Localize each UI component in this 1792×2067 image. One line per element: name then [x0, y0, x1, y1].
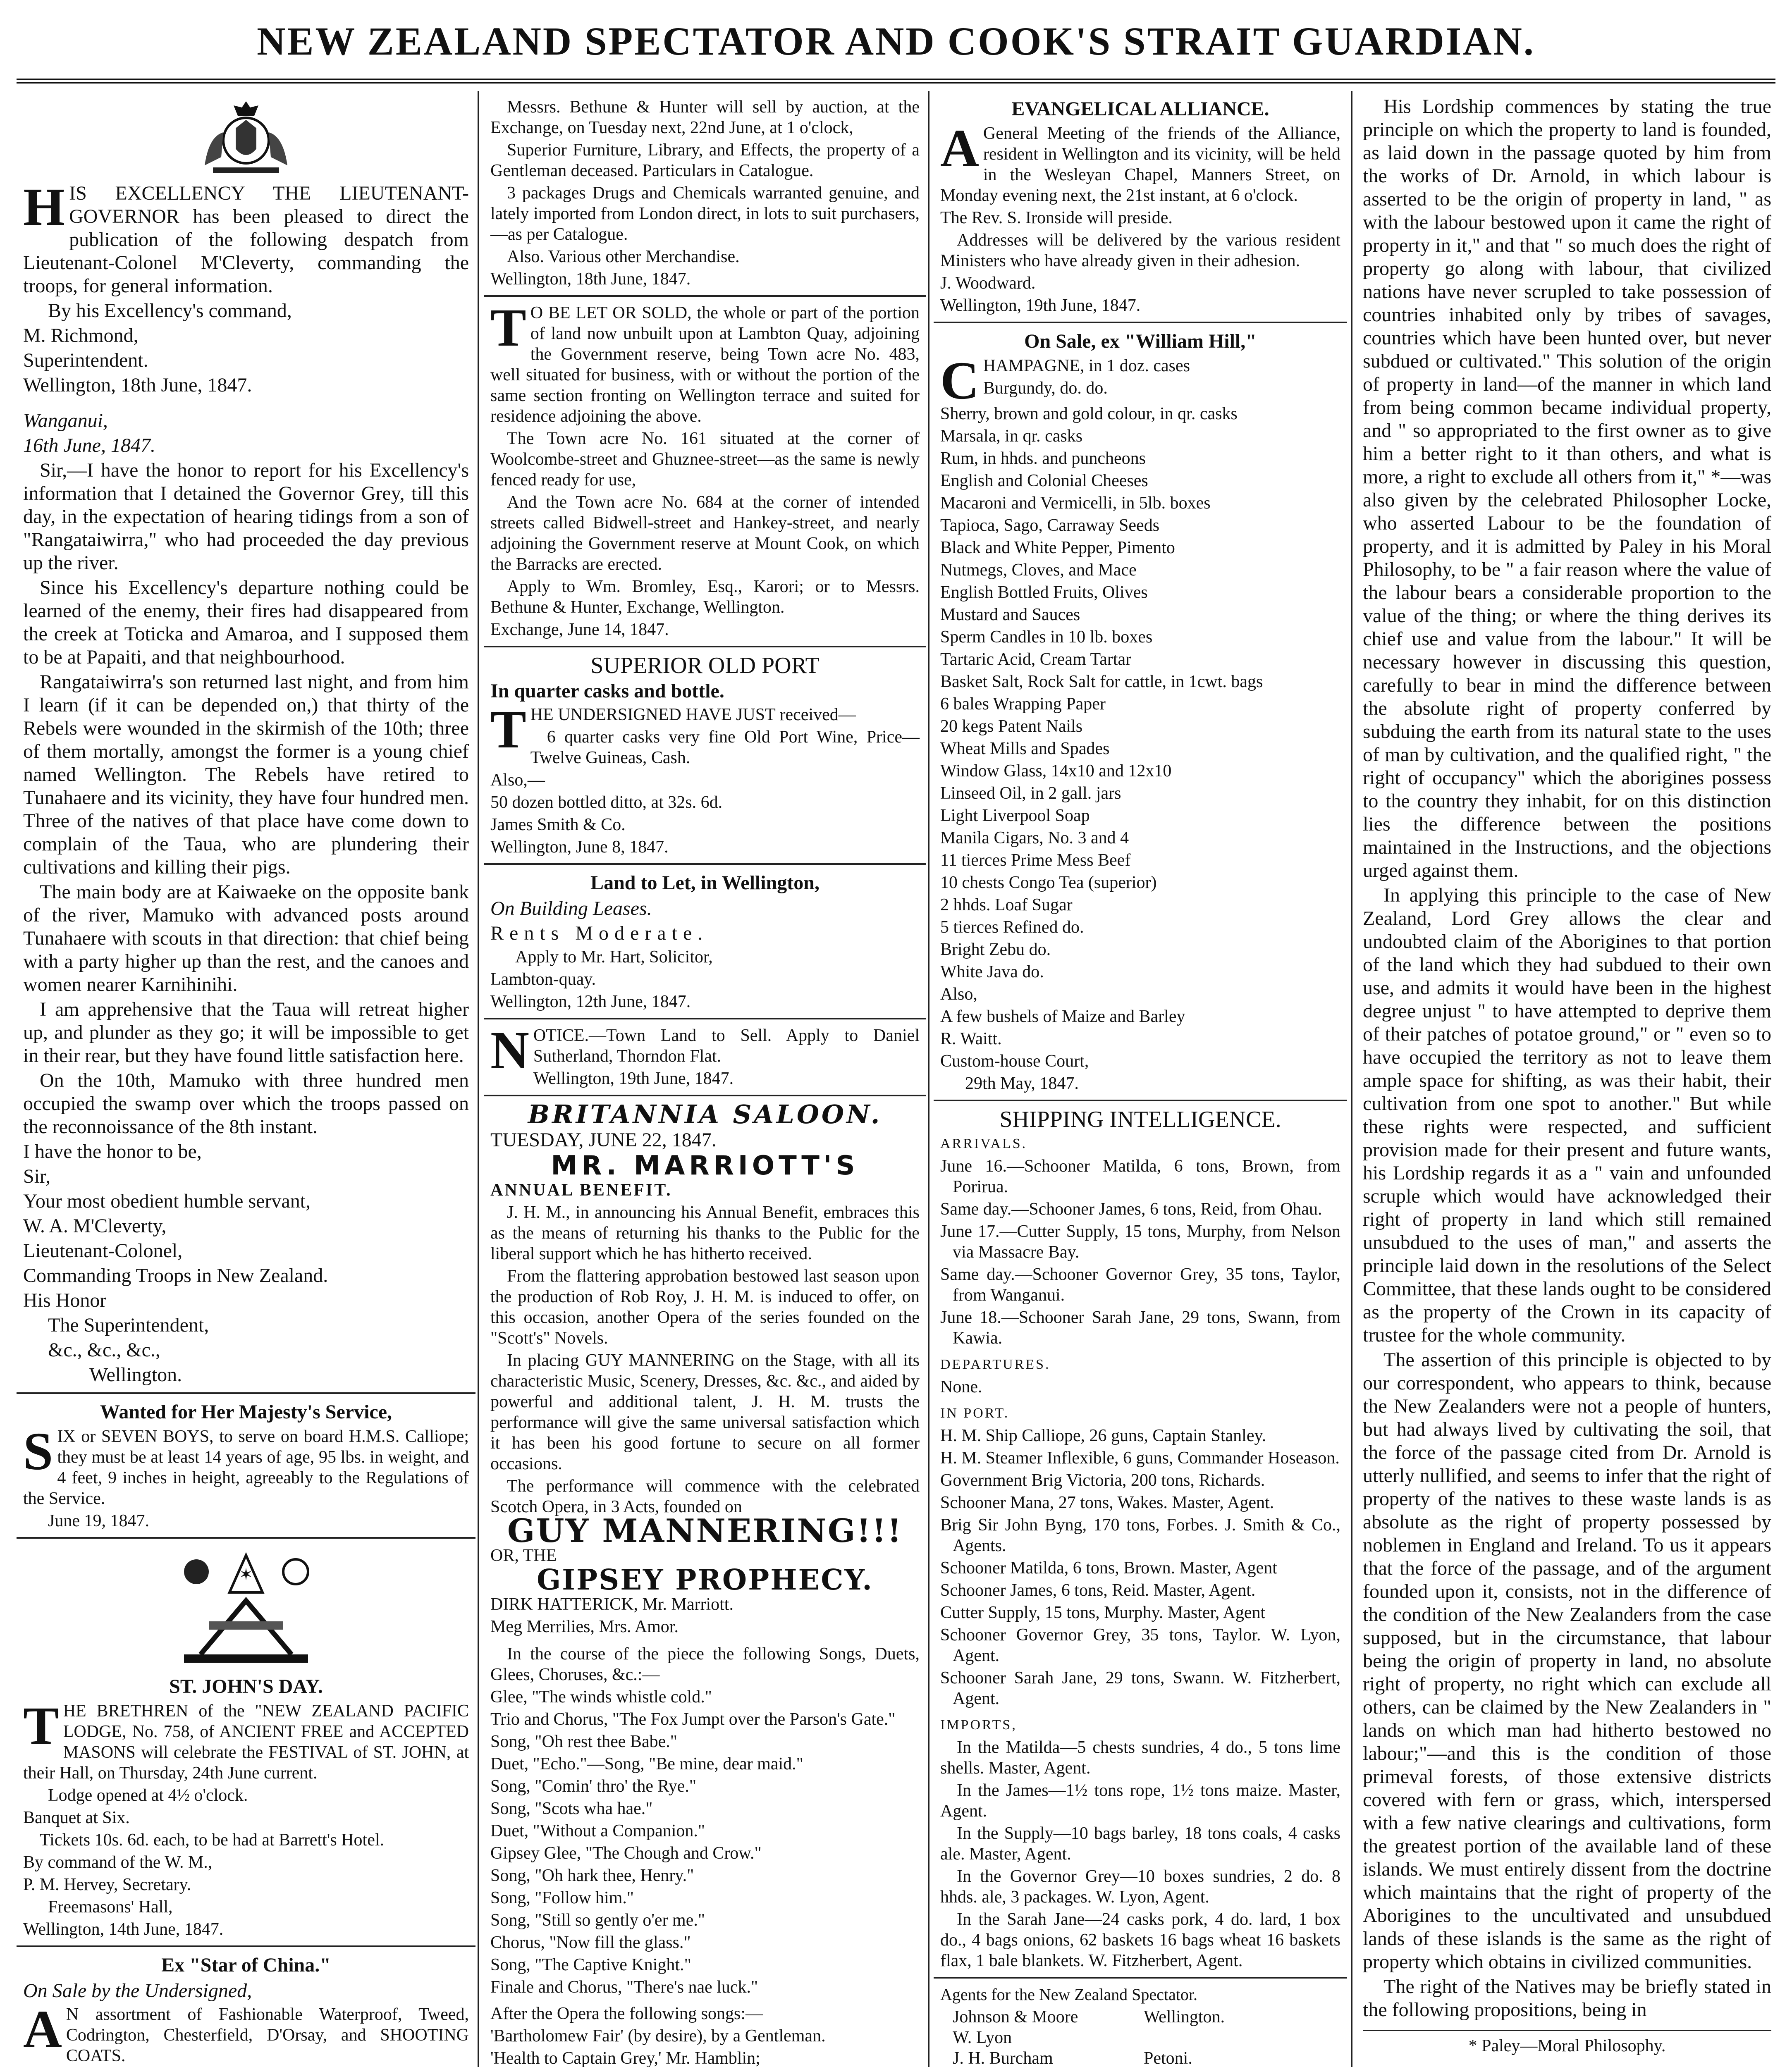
- st-johns-ad: [17, 1539, 475, 1947]
- song-item: Song, "Follow him.": [490, 1888, 634, 1907]
- auction-text: Messrs. Bethune & Hunter will sell by auction, at the Exchange, on Tuesday next, 22nd June, at 1 o'clock,: [490, 98, 920, 137]
- port-date: Wellington, June 8, 1847.: [490, 838, 669, 857]
- auction-line: Also. Various other Merchandise.: [507, 247, 740, 266]
- royal-arms-icon: [196, 99, 296, 178]
- let-date: Exchange, June 14, 1847.: [490, 620, 669, 639]
- china-subtitle: On Sale by the Undersigned,: [23, 1980, 252, 2002]
- william-title: On Sale, ex "William Hill,": [1024, 330, 1257, 352]
- goods-item: Macaroni and Vermicelli, in 5lb. boxes: [940, 494, 1211, 513]
- letter-place: Wanganui,: [23, 410, 108, 432]
- song-item: Song, "Oh rest thee Babe.": [490, 1732, 677, 1751]
- letter-address: His Honor: [23, 1289, 107, 1311]
- column-rule: [928, 91, 929, 2067]
- agent-place: Petoni.: [1144, 2049, 1192, 2067]
- drop-cap: A: [940, 119, 979, 178]
- agent-name: Johnson & Moore: [953, 2007, 1078, 2026]
- goods-item: Basket Salt, Rock Salt for cattle, in 1cwt. bags: [940, 672, 1263, 691]
- letter-closing: Commanding Troops in New Zealand.: [23, 1265, 328, 1287]
- imports-label: IMPORTS,: [940, 1717, 1017, 1733]
- despatch-notice: [17, 91, 475, 1394]
- import-entry: In the Governor Grey—10 boxes sundries, 2 do. 8 hhds. ale, 3 packages. W. Lyon, Agent.: [940, 1867, 1340, 1907]
- benefit-paragraph: From the flattering approbation bestowed last season upon the production of Rob Roy, J. H. M. is induced to offer, on this occasion, another Opera of the series founded on the "Scott's" Novels.: [490, 1267, 920, 1348]
- in-port-entry: Government Brig Victoria, 200 tons, Richards.: [940, 1471, 1265, 1490]
- column-2: [484, 91, 926, 2067]
- port-wine-ad: [484, 647, 926, 865]
- goods-item: 10 chests Congo Tea (superior): [940, 873, 1157, 892]
- arrival-entry: June 18.—Schooner Sarah Jane, 29 tons, Swann, from Kawia.: [940, 1308, 1340, 1348]
- letter-paragraph: Since his Excellency's departure nothing could be learned of the enemy, their fires had disappeared from the creek at Toticka and Amaroa, and I supposed them to be at Papaiti, and that neighbourhood.: [23, 577, 469, 668]
- despatch-opening: IS EXCELLENCY THE LIEUTENANT-GOVERNOR has been pleased to direct the publication of the following despatch from Lieutenant-Colonel M'Cleverty, commanding the troops, for general information.: [23, 182, 469, 297]
- land-quay: Lambton-quay.: [490, 970, 596, 989]
- footnote: * Paley—Moral Philosophy.: [1363, 2030, 1771, 2057]
- china-title: Ex "Star of China.": [161, 1954, 331, 1976]
- in-port-label: IN PORT.: [940, 1406, 1010, 1421]
- song-item: Song, "Comin' thro' the Rye.": [490, 1777, 697, 1796]
- port-title: SUPERIOR OLD PORT: [590, 653, 820, 678]
- goods-item: Black and White Pepper, Pimento: [940, 538, 1175, 557]
- port-line: 6 quarter casks very fine Old Port Wine, Price—Twelve Guineas, Cash.: [530, 728, 920, 767]
- song-item: Song, "The Captive Knight.": [490, 1955, 691, 1974]
- masonic-emblem-icon: [159, 1547, 333, 1671]
- let-paragraph: Apply to Wm. Bromley, Esq., Karori; or to Messrs. Bethune & Hunter, Exchange, Wellington.: [490, 577, 920, 617]
- goods-item: English Bottled Fruits, Olives: [940, 583, 1148, 602]
- arrival-entry: Same day.—Schooner James, 6 tons, Reid, from Ohau.: [940, 1200, 1322, 1219]
- shipping-intelligence: [934, 1101, 1347, 1979]
- opera-cast: Meg Merrilies, Mrs. Amor.: [490, 1617, 679, 1636]
- land-date: Wellington, 12th June, 1847.: [490, 992, 691, 1011]
- alliance-date: Wellington, 19th June, 1847.: [940, 296, 1141, 315]
- benefit-paragraph: J. H. M., in announcing his Annual Benefit, embraces this as the means of returning his thanks to the Public for the liberal support which he has hitherto received.: [490, 1203, 920, 1263]
- land-apply: Apply to Mr. Hart, Solicitor,: [515, 948, 713, 967]
- letter-paragraph: Rangataiwirra's son returned last night, and from him I learn (if it can be depended on,) that thirty of the Rebels were wounded in the skirmish of the 10th; three of them mortally, amongst the former is a young chief named Wellington. The Rebels have retired to Tunahaere and its vicinity, they have four hundred men. Three of the natives of that place have come down to complain of the Taua, who are plundering their cultivations and killing their pigs.: [23, 671, 469, 878]
- songs-intro: In the course of the piece the following Songs, Duets, Glees, Choruses, &c.:—: [490, 1645, 920, 1684]
- letter-closing: I have the honor to be,: [23, 1141, 202, 1162]
- ticket-info: Tickets 10s. 6d. each, to be had at Barrett's Hotel.: [40, 1831, 385, 1850]
- drop-cap: S: [23, 1422, 53, 1481]
- banquet-time: Banquet at Six.: [23, 1808, 130, 1827]
- star-of-china-ad: [17, 1947, 475, 2067]
- in-port-entry: H. M. Ship Calliope, 26 guns, Captain Stanley.: [940, 1426, 1266, 1445]
- benefit-title: MR. MARRIOTT'S: [551, 1150, 859, 1181]
- arrival-entry: June 16.—Schooner Matilda, 6 tons, Brown, from Porirua.: [940, 1157, 1340, 1196]
- goods-item: 6 bales Wrapping Paper: [940, 695, 1106, 714]
- william-also: Also,: [940, 985, 977, 1004]
- column-1: [17, 91, 475, 2067]
- alliance-title: EVANGELICAL ALLIANCE.: [1011, 98, 1269, 120]
- departures-label: DEPARTURES.: [940, 1357, 1051, 1372]
- lodge-time: Lodge opened at 4½ o'clock.: [48, 1786, 248, 1805]
- column-rule: [1351, 91, 1352, 2067]
- letter-address: &c., &c., &c.,: [48, 1339, 160, 1361]
- column-3: [934, 91, 1347, 2067]
- despatch-command: By his Excellency's command,: [48, 300, 292, 322]
- song-item: Duet, "Without a Companion.": [490, 1821, 705, 1840]
- st-johns-date: Wellington, 14th June, 1847.: [23, 1920, 224, 1939]
- goods-item: 2 hhds. Loaf Sugar: [940, 895, 1073, 914]
- alliance-signer: J. Woodward.: [940, 274, 1036, 293]
- land-to-let-ad: [484, 865, 926, 1019]
- st-johns-title: ST. JOHN'S DAY.: [169, 1676, 323, 1697]
- drop-cap: A: [23, 2000, 62, 2059]
- in-port-entry: Schooner James, 6 tons, Reid. Master, Agent.: [940, 1581, 1256, 1600]
- editorial-paragraph: The right of the Natives may be briefly stated in the following propositions, being in: [1363, 1976, 1771, 2021]
- auction-line: 3 packages Drugs and Chemicals warranted genuine, and lately imported from London direct, in lots to suit purchasers,—as per Catalogue.: [490, 184, 920, 244]
- britannia-title: BRITANNIA SALOON.: [528, 1099, 882, 1129]
- let-text: O BE LET OR SOLD, the whole or part of the portion of land now unbuilt upon at Lambton Quay, adjoining the Government reserve, being Town acre No. 483, well situated for business, with or without the portion of the same section fronting on Wellington terrace and suited for residence adjoining the above.: [490, 303, 920, 426]
- goods-item: Bright Zebu do.: [940, 940, 1051, 959]
- agent-name: J. H. Burcham: [953, 2049, 1053, 2067]
- after-song: 'Health to Captain Grey,' Mr. Hamblin;: [490, 2049, 760, 2067]
- import-entry: In the Matilda—5 chests sundries, 4 do., 5 tons lime shells. Master, Agent.: [940, 1738, 1340, 1778]
- in-port-entry: Schooner Sarah Jane, 29 tons, Swann. W. Fitzherbert, Agent.: [940, 1668, 1340, 1708]
- port-also: Also,—: [490, 771, 545, 790]
- in-port-entry: H. M. Steamer Inflexible, 6 guns, Commander Hoseason.: [940, 1449, 1340, 1468]
- wanted-date: June 19, 1847.: [48, 1511, 149, 1530]
- william-barley: A few bushels of Maize and Barley: [940, 1007, 1185, 1026]
- in-port-entry: Cutter Supply, 15 tons, Murphy. Master, Agent: [940, 1603, 1266, 1622]
- goods-item: Marsala, in qr. casks: [940, 427, 1083, 446]
- letter-paragraph: The main body are at Kaiwaeke on the opposite bank of the river, Mamuko with advanced posts around Tunahaere with scouts in that direction: that chief being with a party higher up than the rest, and the canoes and women nearer Karnihinihi.: [23, 881, 469, 995]
- departures-value: None.: [940, 1377, 982, 1396]
- opera-subtitle: GIPSEY PROPHECY.: [537, 1563, 873, 1597]
- goods-item: Manila Cigars, No. 3 and 4: [940, 828, 1129, 847]
- port-text: HE UNDERSIGNED HAVE JUST received—: [530, 705, 856, 724]
- opera-cast: DIRK HATTERICK, Mr. Marriott.: [490, 1595, 734, 1614]
- goods-item: Mustard and Sauces: [940, 605, 1080, 624]
- william-signer: R. Waitt.: [940, 1029, 1002, 1048]
- masthead: [17, 12, 1775, 84]
- goods-item: Tartaric Acid, Cream Tartar: [940, 650, 1132, 669]
- arrival-entry: Same day.—Schooner Governor Grey, 35 tons, Taylor, from Wanganui.: [940, 1265, 1340, 1305]
- land-rents: Rents Moderate.: [490, 922, 709, 944]
- china-text: N assortment of Fashionable Waterproof, Tweed, Codrington, Chesterfield, D'Orsay, and SHOOTING COATS.: [66, 2005, 469, 2065]
- after-song: 'Bartholomew Fair' (by desire), by a Gentleman.: [490, 2026, 826, 2046]
- wanted-text: IX or SEVEN BOYS, to serve on board H.M.S. Calliope; they must be at least 14 years of age, 95 lbs. in weight, and 4 feet, 9 inches in height, agreeably to the Regulations of the Service.: [23, 1427, 469, 1508]
- import-entry: In the Supply—10 bags barley, 18 tons coals, 4 casks ale. Master, Agent.: [940, 1824, 1340, 1864]
- song-item: Trio and Chorus, "The Fox Jumpt over the Parson's Gate.": [490, 1710, 896, 1729]
- town-land-notice: [484, 1019, 926, 1096]
- notice-text: OTICE.—Town Land to Sell. Apply to Daniel Sutherland, Thorndon Flat.: [533, 1026, 920, 1066]
- drop-cap: T: [490, 298, 526, 358]
- song-item: Song, "Scots wha hae.": [490, 1799, 653, 1818]
- goods-item: 5 tierces Refined do.: [940, 918, 1084, 937]
- song-item: Gipsey Glee, "The Chough and Crow.": [490, 1844, 762, 1863]
- editorial-paragraph: His Lordship commences by stating the true principle on which the property to land is founded, as laid down in the passage quoted by him from the works of Dr. Arnold, in which labour is asserted to be the origin of property in land, " as with the labour bestowed upon it came the right of property in it," and that " so much does the right of property go along with labour, that civilized nations have never scrupled to take possession of countries inhabited only by tribes of savages, countries which have been hunted over, but never subdued or cultivated." This solution of the origin of property in land—of the manner in which land from being common became individual property, and " so appropriated to the first owner as to give him a better right to it than others, and what is more, a right to exclude all others from it," *—was also given by the celebrated Philosopher Locke, who asserted Labour to be the foundation of property, and it is admitted by Paley in his Moral Philosophy, to be " a fair reason where the value of the labour bears a considerable proportion to the value of the thing; or where the thing derives its chief use and value from the labour." It will be necessary however in discussing this question, carefully to bear in mind the difference between the absolute right of property conferred by subduing the earth from its natural state to the uses of man by cultivation, and the qualified right, " the right of occupancy" which the aborigines possess to the country they inhabit, for on this distinction lies the difference between the positions maintained in the Instructions, and the objections urged against them.: [1363, 95, 1771, 881]
- goods-item: Tapioca, Sago, Carraway Seeds: [940, 516, 1160, 535]
- import-entry: In the James—1½ tons rope, 1½ tons maize. Master, Agent.: [940, 1781, 1340, 1821]
- letter-paragraph: Sir,—I have the honor to report for his Excellency's information that I detained the Governor Grey, till this day, in the expectation of hearing tidings from a son of "Rangataiwirra," who had proceeded the day previous up the river.: [23, 459, 469, 574]
- port-subtitle: In quarter casks and bottle.: [490, 680, 724, 702]
- song-item: Duet, "Echo."—Song, "Be mine, dear maid.": [490, 1754, 803, 1773]
- letter-paragraph: On the 10th, Mamuko with three hundred men occupied the swamp over which the troops passed on the reconnoissance of the 8th instant.: [23, 1069, 469, 1138]
- port-signer: James Smith & Co.: [490, 815, 626, 834]
- song-item: Finale and Chorus, "There's nae luck.": [490, 1978, 758, 1997]
- benefit-paragraph: In placing GUY MANNERING on the Stage, with all its characteristic Music, Scenery, Dresses, &c. &c., and aided by powerful and additional talent, J. H. M. trusts the performance will give the same universal satisfaction which it has been his good fortune to secure on all former occasions.: [490, 1351, 920, 1473]
- goods-item: Linseed Oil, in 2 gall. jars: [940, 784, 1121, 803]
- editorial-paragraph: The assertion of this principle is objected to by our correspondent, who appears to think, because the New Zealanders were not a people of hunters, but had always lived by cultivating the soil, that the force of the passage cited from Dr. Arnold is utterly nullified, and seems to infer that the right of property of the natives to these waste lands is as absolute as the right of property possessed by noblemen in England and Ireland. To us it appears that the force of the passage, and of the argument founded upon it, consists, not in the difference of the condition of the New Zealanders from the case supposed, but in the circumstance, that labour being the origin of property in land, no absolute right of property, no right which can exclude all others, can be claimed by the New Zealanders in " lands on which man had hitherto bestowed no labour;"—and this is the condition of those primeval forests, of those extensive districts covered with fern or grass, which, interspersed with a few native clearings and cultivations, form the greatest portion of the available land of these islands. We must entirely dissent from the doctrine which maintains that the right of property of the Aborigines to the uncultivated and unsubdued lands of these islands is the same as the right of property which obtains in civilized communities.: [1363, 1349, 1771, 1973]
- editorial-paragraph: In applying this principle to the case of New Zealand, Lord Grey allows the clear and undoubted claim of the Aborigines to that portion of the land which they had subdued to their own use, and admits it would have been in the highest degree unjust " to have attempted to deprive them of their patches of potatoe ground," or " even so to have occupied the territory as not to leave them ample space for shifting, as was their habit, their cultivation from one spot to another." But while these rights were respected, and sufficient provision made for their present and future wants, his Lordship regards it as a " vain and unfounded scruple which would have acknowledged their right of property in land which still remained unsubdued to the uses of man," and asserts the principle laid down in the resolutions of the Select Committee, that these lands ought to be considered as the property of the Crown in its capacity of trustee for the whole community.: [1363, 884, 1771, 1346]
- song-item: Glee, "The winds whistle cold.": [490, 1687, 712, 1707]
- notice-date: Wellington, 19th June, 1847.: [533, 1069, 734, 1088]
- letter-paragraph: I am apprehensive that the Taua will retreat higher up, and plunder as they go; it will be impossible to get in their rear, but they have found little satisfaction here.: [23, 998, 469, 1067]
- letter-closing: Sir,: [23, 1165, 51, 1187]
- goods-item: 11 tierces Prime Mess Beef: [940, 851, 1131, 870]
- william-hill-ad: [934, 323, 1347, 1101]
- let-paragraph: The Town acre No. 161 situated at the corner of Woolcombe-street and Ghuznee-street—as the same is newly fenced ready for use,: [490, 429, 920, 489]
- hall: Freemasons' Hall,: [48, 1898, 173, 1917]
- alliance-preside: The Rev. S. Ironside will preside.: [940, 208, 1173, 227]
- drop-cap: T: [490, 700, 526, 759]
- import-entry: In the Sarah Jane—24 casks pork, 4 do. lard, 1 box do., 4 bags onions, 62 baskets 16 bags wheat 16 baskets flax, 1 bale blankets. W. Fitzherbert, Agent.: [940, 1910, 1340, 1970]
- goods-item: Window Glass, 14x10 and 12x10: [940, 761, 1172, 780]
- in-port-entry: Brig Sir John Byng, 170 tons, Forbes. J. Smith & Co., Agents.: [940, 1516, 1340, 1555]
- goods-item: HAMPAGNE, in 1 doz. cases: [983, 356, 1190, 375]
- agents-list: [934, 1979, 1347, 2067]
- benefit-subtitle: ANNUAL BENEFIT.: [490, 1181, 672, 1200]
- to-let-ad: [484, 297, 926, 647]
- letter-closing: W. A. M'Cleverty,: [23, 1215, 167, 1237]
- wanted-title: Wanted for Her Majesty's Service,: [100, 1401, 392, 1423]
- land-subtitle: On Building Leases.: [490, 897, 652, 919]
- letter-address: The Superintendent,: [48, 1314, 209, 1336]
- let-paragraph: And the Town acre No. 684 at the corner of intended streets called Bidwell-street and Hankey-street, and nearly adjoining the Government reserve at Mount Cook, on which the Barracks are erected.: [490, 493, 920, 574]
- evangelical-alliance-ad: [934, 91, 1347, 323]
- command-line: By command of the W. M.,: [23, 1853, 213, 1872]
- agent-place: Wellington.: [1144, 2007, 1225, 2026]
- goods-item: 20 kegs Patent Nails: [940, 717, 1083, 736]
- benefit-paragraph: The performance will commence with the celebrated Scotch Opera, in 3 Acts, founded on: [490, 1477, 920, 1516]
- goods-item: Burgundy, do. do.: [983, 379, 1108, 398]
- goods-item: Nutmegs, Cloves, and Mace: [940, 561, 1137, 580]
- goods-item: English and Colonial Cheeses: [940, 471, 1148, 490]
- opera-or: OR, THE: [490, 1546, 557, 1565]
- in-port-entry: Schooner Matilda, 6 tons, Brown. Master, Agent: [940, 1559, 1277, 1578]
- song-item: Song, "Still so gently o'er me.": [490, 1911, 705, 1930]
- shipping-title: SHIPPING INTELLIGENCE.: [999, 1107, 1281, 1132]
- agent-name: W. Lyon: [953, 2028, 1012, 2047]
- drop-cap: H: [23, 177, 65, 237]
- goods-item: Wheat Mills and Spades: [940, 739, 1110, 758]
- st-johns-text: HE BRETHREN of the "NEW ZEALAND PACIFIC LODGE, No. 758, of ANCIENT FREE and ACCEPTED MASONS will celebrate the FESTIVAL of ST. JOHN, at their Hall, on Thursday, 24th June current.: [23, 1702, 469, 1783]
- william-custom: Custom-house Court,: [940, 1052, 1089, 1071]
- letter-closing: Your most obedient humble servant,: [23, 1190, 311, 1212]
- wanted-ad: [17, 1394, 475, 1539]
- opera-title: GUY MANNERING!!!: [507, 1512, 903, 1550]
- column-4: [1356, 91, 1778, 2067]
- in-port-entry: Schooner Mana, 27 tons, Wakes. Master, Agent.: [940, 1493, 1274, 1512]
- song-item: Song, "Oh hark thee, Henry.": [490, 1866, 694, 1885]
- drop-cap: T: [23, 1696, 59, 1756]
- letter-closing: Lieutenant-Colonel,: [23, 1240, 183, 1262]
- arrival-entry: June 17.—Cutter Supply, 15 tons, Murphy, from Nelson via Massacre Bay.: [940, 1222, 1340, 1262]
- drop-cap: C: [940, 351, 979, 411]
- land-title: Land to Let, in Wellington,: [590, 872, 820, 894]
- song-item: Chorus, "Now fill the glass.": [490, 1933, 691, 1952]
- agents-title: Agents for the New Zealand Spectator.: [940, 1985, 1198, 2004]
- alliance-addresses: Addresses will be delivered by the various resident Ministers who have already given in their adhesion.: [940, 231, 1340, 270]
- goods-item: Sperm Candles in 10 lb. boxes: [940, 628, 1153, 647]
- letter-address: Wellington.: [89, 1364, 182, 1386]
- svg-text:✶: ✶: [239, 1565, 253, 1584]
- arrivals-label: ARRIVALS.: [940, 1136, 1027, 1151]
- alliance-text: General Meeting of the friends of the Alliance, resident in Wellington and its vicinity, will be held in the Wesleyan Chapel, Manners Street, on Monday evening next, the 21st instant, at 6 o'clock.: [940, 124, 1340, 205]
- goods-item: Rum, in hhds. and puncheons: [940, 449, 1146, 468]
- despatch-signer-title: Superintendent.: [23, 349, 148, 371]
- despatch-date: Wellington, 18th June, 1847.: [23, 374, 252, 396]
- auction-line: Superior Furniture, Library, and Effects, the property of a Gentleman deceased. Particulars in Catalogue.: [490, 141, 920, 180]
- letter-date: 16th June, 1847.: [23, 434, 155, 456]
- britannia-benefit-ad: [484, 1096, 926, 2067]
- port-line: 50 dozen bottled ditto, at 32s. 6d.: [490, 793, 723, 812]
- column-rule: [478, 91, 479, 2067]
- despatch-signer: M. Richmond,: [23, 325, 139, 346]
- editorial-continued: [1356, 91, 1778, 2062]
- drop-cap: N: [490, 1021, 529, 1080]
- agent-place: [1144, 2027, 1328, 2048]
- after-intro: After the Opera the following songs:—: [490, 2004, 763, 2023]
- goods-item: Light Liverpool Soap: [940, 806, 1090, 825]
- newspaper-title: NEW ZEALAND SPECTATOR AND COOK'S STRAIT GUARDIAN.: [257, 19, 1535, 63]
- secretary: P. M. Hervey, Secretary.: [23, 1875, 191, 1894]
- goods-item: Sherry, brown and gold colour, in qr. casks: [940, 404, 1238, 423]
- auction-ad: [484, 91, 926, 297]
- britannia-date: TUESDAY, JUNE 22, 1847.: [490, 1129, 717, 1151]
- in-port-entry: Schooner Governor Grey, 35 tons, Taylor. W. Lyon, Agent.: [940, 1625, 1340, 1665]
- auction-date: Wellington, 18th June, 1847.: [490, 270, 691, 289]
- goods-item: White Java do.: [940, 962, 1044, 981]
- william-date: 29th May, 1847.: [965, 1074, 1079, 1093]
